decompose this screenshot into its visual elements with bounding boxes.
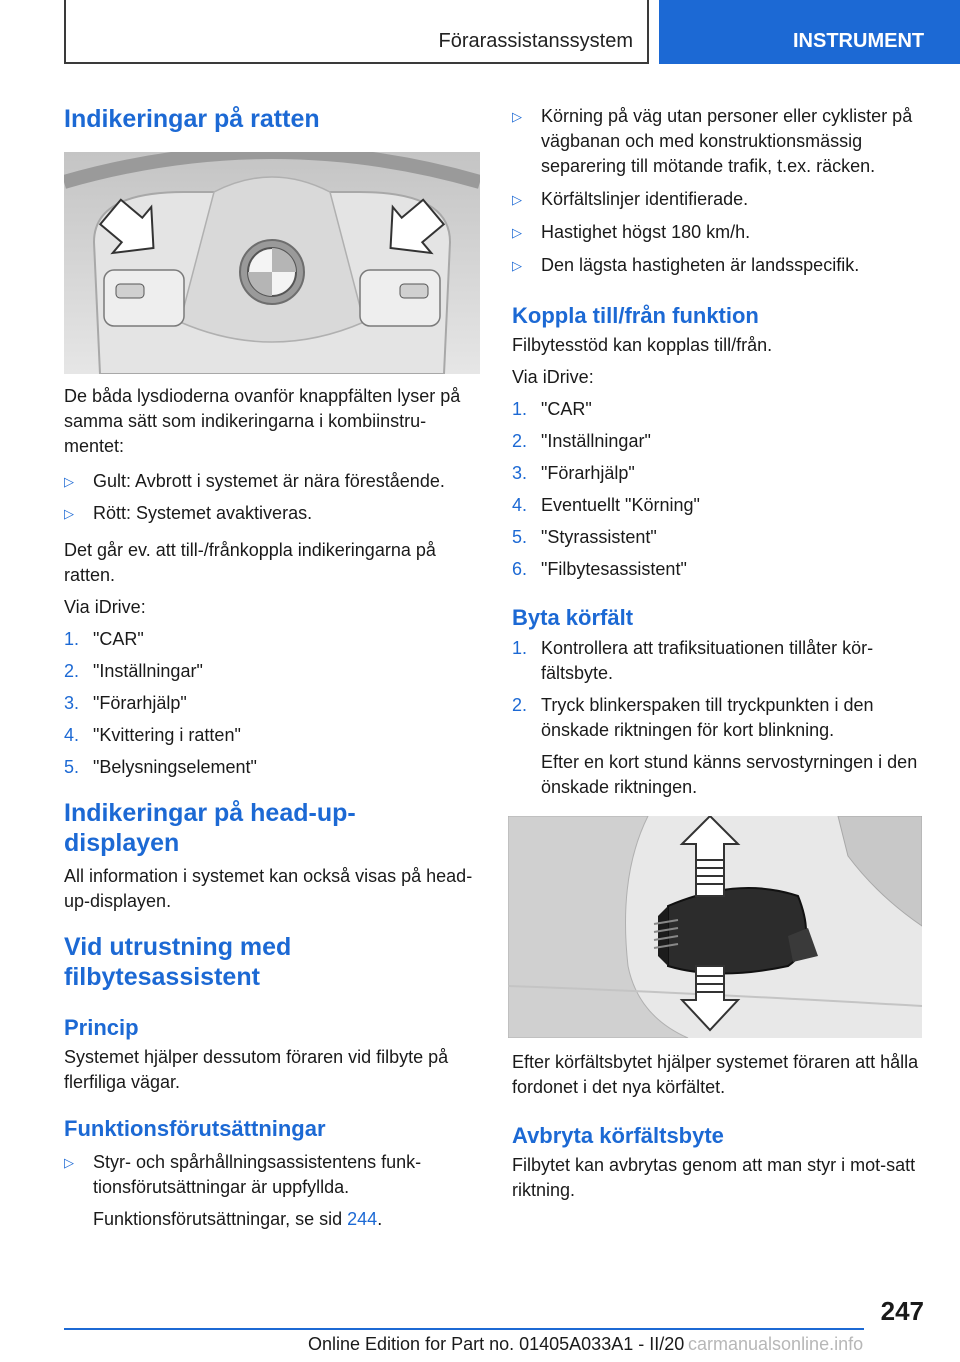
step-note: Efter en kort stund känns servostyrningen i den önskade riktningen. — [541, 752, 918, 797]
bullet-text: Rött: Systemet avaktiveras. — [93, 503, 313, 523]
bullet-text: Hastighet högst 180 km/h. — [541, 222, 751, 242]
list-item — [64, 501, 482, 526]
list-item — [64, 627, 482, 652]
list-item — [512, 557, 924, 582]
step-text: Eventuellt "Körning" — [541, 495, 700, 515]
left-column — [64, 100, 482, 1232]
step-text: "Styrassistent" — [541, 527, 657, 547]
avbryta-paragraph: Filbytet kan avbrytas genom att man styr i mot-satt riktning. — [512, 1155, 916, 1200]
turn-signal-lever-illustration — [508, 816, 922, 1038]
heading-byta-korfalt: Byta körfält — [512, 605, 634, 630]
step-number: 5. — [64, 757, 80, 777]
princip-paragraph: Systemet hjälper dessutom föraren vid filbyte på flerfiliga vägar. — [64, 1047, 449, 1092]
step-text: "CAR" — [93, 629, 144, 649]
step-number: 2. — [512, 431, 528, 451]
page-number: 247 — [880, 1296, 924, 1326]
step-number: 4. — [64, 725, 80, 745]
list-item — [512, 429, 924, 454]
triangle-bullet-icon: ▷ — [64, 506, 74, 521]
step-text: "Inställningar" — [93, 661, 203, 681]
header-chapter-title: INSTRUMENT — [793, 30, 925, 52]
bullet-text: Körfältslinjer identifierade. — [541, 189, 749, 209]
list-item — [512, 636, 924, 686]
via-idrive-label: Via iDrive: — [512, 367, 594, 387]
heading-avbryta: Avbryta körfältsbyte — [512, 1123, 724, 1148]
page-link[interactable]: 244 — [347, 1209, 378, 1229]
bullet-text: Den lägsta hastigheten är landsspecifik. — [541, 255, 860, 275]
step-number: 3. — [512, 463, 528, 483]
byta-steps-list — [512, 636, 924, 800]
step-text: Kontrollera att trafiksituationen tillåter kör-fältsbyte. — [541, 638, 874, 683]
list-item — [512, 525, 924, 550]
list-item — [512, 693, 924, 800]
list-item — [64, 723, 482, 748]
idrive-steps-list — [64, 627, 482, 780]
heading-head-up-display: Indikeringar på head-up-displayen — [64, 799, 356, 857]
header-chapter-tab[interactable] — [659, 0, 960, 64]
list-item — [512, 397, 924, 422]
bullet-text: Styr- och spårhållningsassistentens funk-tionsförutsättningar är uppfyllda. — [93, 1152, 422, 1197]
koppla-paragraph: Filbytesstöd kan kopplas till/från. — [512, 335, 773, 355]
footer-edition: Online Edition for Part no. 01405A033A1 - II/20 — [308, 1334, 685, 1354]
list-item — [512, 253, 924, 278]
footer-divider — [64, 1328, 864, 1330]
list-item — [64, 1150, 482, 1232]
list-item — [512, 104, 924, 179]
bullet-text: Gult: Avbrott i systemet är nära förestående. — [93, 471, 445, 491]
step-text: "CAR" — [541, 399, 592, 419]
list-item — [512, 493, 924, 518]
triangle-bullet-icon: ▷ — [64, 1155, 74, 1170]
step-text: "Inställningar" — [541, 431, 651, 451]
step-number: 1. — [512, 638, 528, 658]
footer-watermark: carmanualsonline.info — [688, 1334, 864, 1354]
list-item — [512, 187, 924, 212]
step-number: 6. — [512, 559, 528, 579]
heading-princip: Princip — [64, 1015, 139, 1040]
list-item — [64, 691, 482, 716]
step-number: 2. — [64, 661, 80, 681]
efter-paragraph: Efter körfältsbytet hjälper systemet föraren att hålla fordonet i det nya körfältet. — [512, 1052, 919, 1097]
header-section-box — [64, 0, 649, 64]
triangle-bullet-icon: ▷ — [512, 225, 522, 240]
see-page-reference — [93, 1207, 482, 1232]
turn-signal-lever-icon — [508, 816, 922, 1038]
heading-koppla: Koppla till/från funktion — [512, 303, 759, 328]
step-number: 4. — [512, 495, 528, 515]
heading-funktionsforutsattningar: Funktionsförutsättningar — [64, 1116, 326, 1141]
step-number: 1. — [512, 399, 528, 419]
step-number: 3. — [64, 693, 80, 713]
steering-wheel-illustration — [64, 152, 480, 374]
heading-indikeringar-ratten: Indikeringar på ratten — [64, 105, 320, 133]
list-item — [512, 461, 924, 486]
right-column — [512, 100, 924, 1203]
list-item — [64, 755, 482, 780]
step-text: "Filbytesassistent" — [541, 559, 687, 579]
see-page-text: Funktionsförutsättningar, se sid — [93, 1209, 348, 1229]
heading-filbytesassistent: Vid utrustning med filbytesassistent — [64, 933, 292, 991]
header-section-title: Förarassistanssystem — [438, 30, 633, 52]
triangle-bullet-icon: ▷ — [512, 258, 522, 273]
idrive-steps-list — [512, 397, 924, 582]
led-bullet-list — [64, 469, 482, 526]
step-text: "Belysningselement" — [93, 757, 257, 777]
step-text: "Förarhjälp" — [93, 693, 187, 713]
toggle-paragraph: Det går ev. att till-/frånkoppla indikeringarna på ratten. — [64, 540, 436, 585]
steering-wheel-icon — [64, 152, 480, 374]
list-item — [64, 469, 482, 494]
step-number: 2. — [512, 695, 528, 715]
step-text: "Kvittering i ratten" — [93, 725, 241, 745]
triangle-bullet-icon: ▷ — [512, 109, 522, 124]
step-number: 5. — [512, 527, 528, 547]
see-page-end: . — [377, 1209, 383, 1229]
list-item — [512, 220, 924, 245]
step-text: Tryck blinkerspaken till tryckpunkten i den önskade riktningen för kort blinkning. — [541, 695, 874, 740]
triangle-bullet-icon: ▷ — [512, 192, 522, 207]
hud-paragraph: All information i systemet kan också visas på head-up-displayen. — [64, 866, 473, 911]
step-number: 1. — [64, 629, 80, 649]
via-idrive-label: Via iDrive: — [64, 597, 146, 617]
bullet-text: Körning på väg utan personer eller cyklister på vägbanan och med konstruktionsmässig separering till mötande trafik, t.ex. räcken. — [541, 106, 913, 176]
step-text: "Förarhjälp" — [541, 463, 635, 483]
triangle-bullet-icon: ▷ — [64, 474, 74, 489]
list-item — [64, 659, 482, 684]
intro-paragraph: De båda lysdioderna ovanför knappfälten lyser på samma sätt som indikeringarna i kombiinstru-mentet: — [64, 386, 461, 456]
